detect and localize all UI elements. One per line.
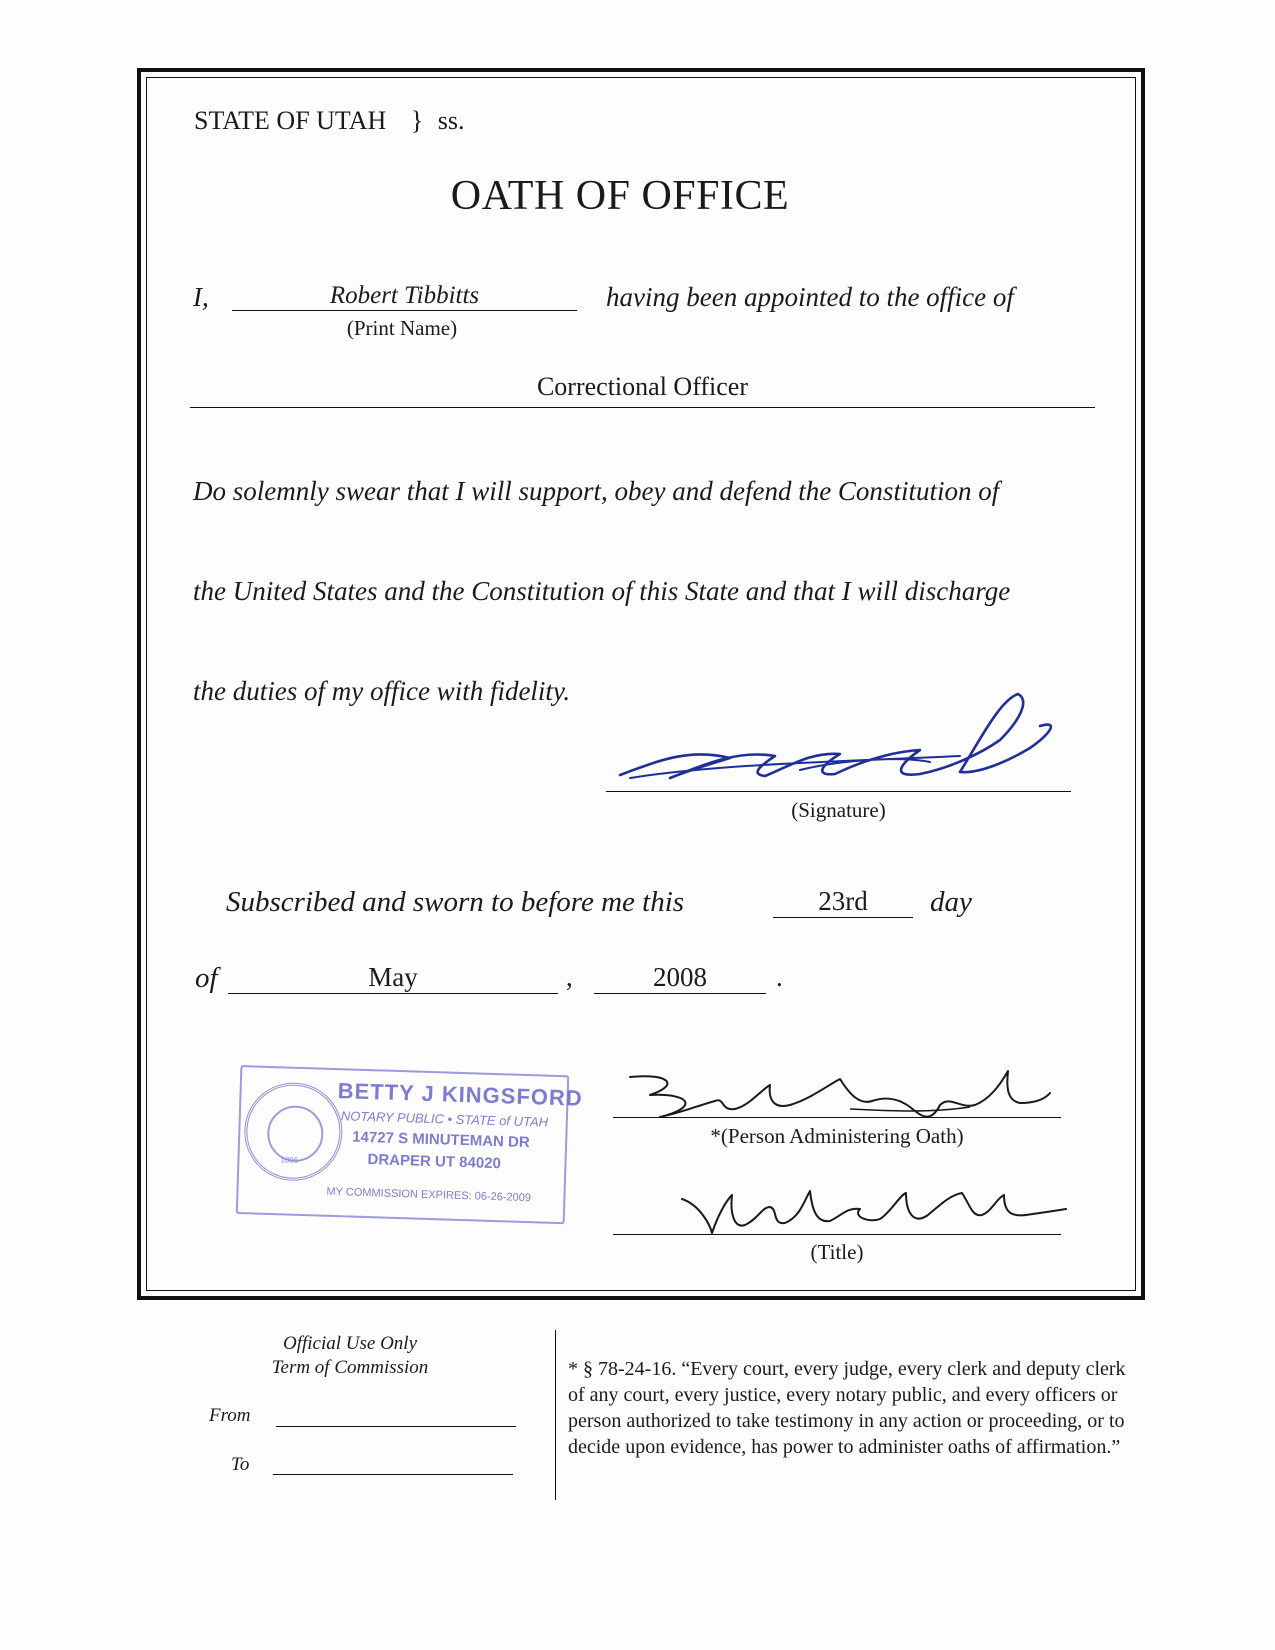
day-value: 23rd bbox=[818, 886, 868, 916]
stamp-line-3: DRAPER UT 84020 bbox=[367, 1151, 502, 1173]
stamp-line-1: NOTARY PUBLIC • STATE of UTAH bbox=[340, 1108, 549, 1130]
of-word: of bbox=[195, 962, 218, 994]
month-value: May bbox=[368, 962, 418, 992]
to-label: To bbox=[231, 1454, 250, 1475]
year-underline bbox=[594, 993, 766, 994]
venue-brace: } bbox=[410, 106, 424, 135]
from-line[interactable] bbox=[276, 1426, 516, 1427]
title-line bbox=[613, 1234, 1061, 1235]
printed-name: Robert Tibbitts bbox=[329, 282, 480, 309]
print-name-caption: (Print Name) bbox=[346, 316, 458, 340]
seal-center bbox=[266, 1105, 324, 1163]
date-period: . bbox=[776, 962, 783, 992]
oath-text-line-1: Do solemnly swear that I will support, obey and defend the Constitution of bbox=[193, 476, 1000, 506]
day-word: day bbox=[930, 886, 972, 918]
official-use-heading: Official Use Only bbox=[282, 1333, 418, 1354]
from-label: From bbox=[209, 1405, 251, 1426]
date-comma: , bbox=[566, 962, 573, 992]
stamp-line-4: MY COMMISSION EXPIRES: 06-26-2009 bbox=[326, 1185, 532, 1205]
signature-line bbox=[606, 791, 1071, 792]
notary-stamp bbox=[226, 1065, 584, 1226]
oath-text-line-3: the duties of my office with fidelity. bbox=[193, 676, 571, 706]
venue-ss: ss. bbox=[437, 106, 465, 135]
stamp-line-2: 14727 S MINUTEMAN DR bbox=[351, 1128, 530, 1152]
seal-year: 1896 bbox=[280, 1155, 299, 1165]
appointed-text: having been appointed to the office of bbox=[606, 282, 1014, 312]
term-of-commission-heading: Term of Commission bbox=[271, 1357, 429, 1378]
oath-taker-signature bbox=[600, 690, 1080, 800]
stamp-notary-name: BETTY J KINGSFORD bbox=[337, 1078, 584, 1111]
pronoun-i: I, bbox=[193, 282, 209, 312]
to-line[interactable] bbox=[273, 1474, 513, 1475]
office-title: Correctional Officer bbox=[536, 372, 749, 401]
statute-footnote: * § 78-24-16. “Every court, every judge, every clerk and deputy clerk of any court, every justice, every notary public, and every officers or person authorized to take testimony in any action or proceeding, or to decide upon evidence, has power to administer oaths of affirmation.” bbox=[568, 1358, 1126, 1458]
office-underline bbox=[190, 407, 1095, 408]
month-underline bbox=[228, 993, 558, 994]
day-underline bbox=[773, 917, 913, 918]
administering-line bbox=[613, 1117, 1061, 1118]
title-caption: (Title) bbox=[810, 1240, 864, 1264]
oath-text-line-2: the United States and the Constitution of this State and that I will discharge bbox=[193, 576, 1011, 606]
notary-title-handwriting bbox=[670, 1185, 1070, 1245]
venue-line bbox=[194, 106, 465, 136]
administering-caption: *(Person Administering Oath) bbox=[710, 1124, 964, 1148]
section-divider bbox=[555, 1330, 556, 1500]
state-name: STATE OF UTAH bbox=[194, 106, 387, 135]
subscribed-text: Subscribed and sworn to before me this bbox=[226, 886, 685, 918]
year-value: 2008 bbox=[653, 962, 707, 992]
signature-caption: (Signature) bbox=[791, 798, 886, 822]
document-title: OATH OF OFFICE bbox=[450, 173, 790, 219]
name-underline bbox=[232, 310, 577, 311]
